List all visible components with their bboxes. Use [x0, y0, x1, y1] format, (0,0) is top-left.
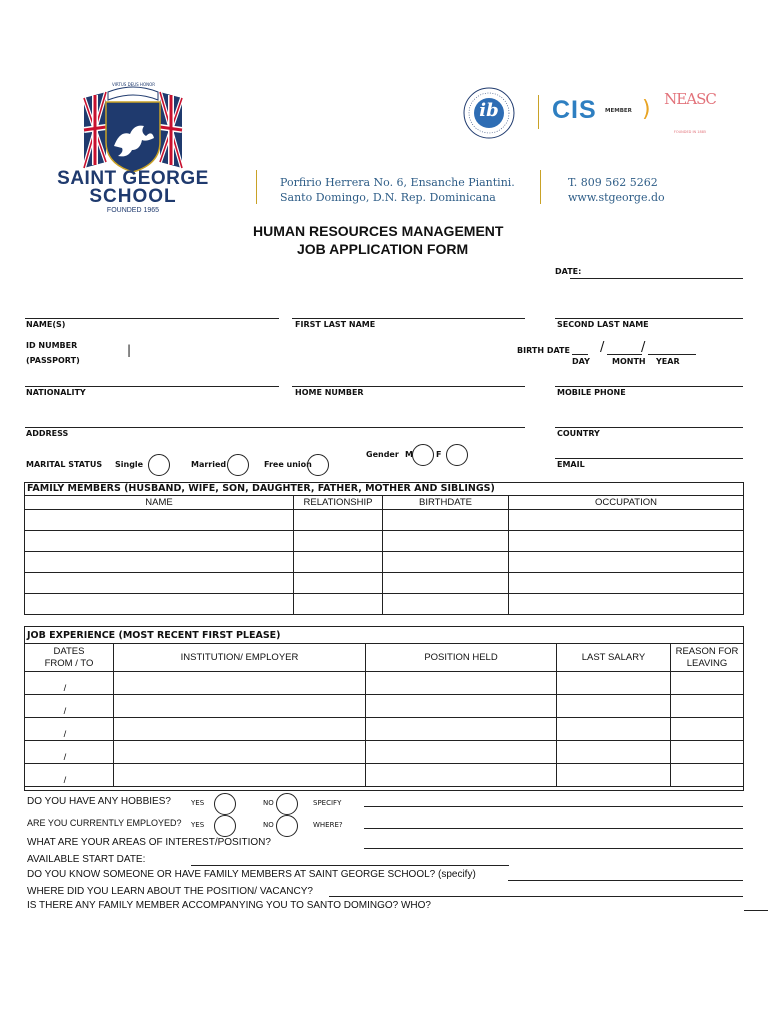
free-union-label: Free union	[264, 460, 312, 469]
birth-month-field[interactable]	[607, 354, 642, 355]
col-dates	[25, 644, 114, 672]
family-at-school-question: DO YOU KNOW SOMEONE OR HAVE FAMILY MEMBERS AT SAINT GEORGE SCHOOL? (specify)	[27, 869, 476, 880]
dates-cell[interactable]	[25, 741, 114, 764]
school-address	[280, 175, 515, 205]
table-row	[25, 764, 744, 787]
address-divider-right	[540, 170, 541, 204]
neasc-founded: FOUNDED IN 1885	[673, 130, 707, 134]
country-value-field[interactable]	[555, 458, 743, 459]
col-relationship: RELATIONSHIP	[294, 496, 383, 510]
id-number-input[interactable]: |	[127, 343, 132, 357]
hobbies-specify-field[interactable]	[364, 806, 743, 807]
married-label: Married	[191, 460, 227, 469]
table-row	[25, 695, 744, 718]
table-cell[interactable]	[25, 510, 294, 531]
cis-bracket-icon: )	[642, 97, 651, 122]
country-field[interactable]	[555, 427, 743, 428]
table-row	[25, 672, 744, 695]
family-heading: FAMILY MEMBERS (HUSBAND, WIFE, SON, DAUGHTER, FATHER, MOTHER AND SIBLINGS)	[27, 483, 495, 494]
table-cell[interactable]	[294, 531, 383, 552]
table-cell[interactable]	[383, 531, 509, 552]
table-cell[interactable]	[25, 573, 294, 594]
table-cell[interactable]	[114, 695, 366, 718]
gender-label: Gender	[366, 450, 399, 459]
accompanying-question: IS THERE ANY FAMILY MEMBER ACCOMPANYING YOU TO SANTO DOMINGO? WHO?	[27, 900, 431, 911]
table-cell[interactable]	[25, 594, 294, 615]
school-logo	[48, 80, 218, 220]
birth-day-field[interactable]	[572, 354, 588, 355]
page-title: HUMAN RESOURCES MANAGEMENT	[253, 223, 504, 239]
hobbies-no-radio[interactable]	[276, 793, 298, 815]
col-salary: LAST SALARY	[557, 644, 671, 672]
names-field[interactable]	[25, 318, 279, 319]
id-number-label: ID NUMBER	[26, 341, 78, 350]
table-cell[interactable]	[294, 573, 383, 594]
gender-f-label: F	[436, 450, 442, 459]
family-at-school-field[interactable]	[508, 880, 743, 881]
col-dates-line1: DATES	[53, 645, 85, 657]
table-cell[interactable]	[366, 764, 557, 787]
table-cell[interactable]	[557, 672, 671, 695]
table-cell[interactable]	[114, 764, 366, 787]
school-name-line2: SCHOOL	[89, 186, 177, 207]
table-row	[25, 718, 744, 741]
table-cell[interactable]	[114, 672, 366, 695]
table-row	[25, 741, 744, 764]
address-divider-left	[256, 170, 257, 204]
table-cell[interactable]	[383, 573, 509, 594]
home-number-label: HOME NUMBER	[295, 388, 364, 397]
school-founded: FOUNDED 1965	[106, 207, 160, 214]
start-date-question: AVAILABLE START DATE:	[27, 854, 146, 865]
table-cell[interactable]	[25, 531, 294, 552]
table-cell[interactable]	[383, 510, 509, 531]
cis-logo-text: CIS	[552, 96, 597, 124]
ib-logo	[462, 86, 516, 140]
home-number-field[interactable]	[292, 386, 525, 387]
hobbies-yes-radio[interactable]	[214, 793, 236, 815]
gender-f-radio[interactable]	[446, 444, 468, 466]
school-contact	[568, 175, 665, 205]
birth-date-separator-1: /	[600, 340, 605, 355]
experience-table	[24, 643, 744, 787]
table-row	[25, 531, 744, 552]
table-cell[interactable]	[114, 741, 366, 764]
address-field[interactable]	[25, 427, 525, 428]
address-label: ADDRESS	[26, 429, 69, 438]
nationality-field[interactable]	[25, 386, 279, 387]
table-cell[interactable]	[509, 573, 744, 594]
employed-where-field[interactable]	[364, 828, 743, 829]
dates-separator: /	[63, 729, 67, 740]
table-cell[interactable]	[671, 718, 744, 741]
col-name: NAME	[25, 496, 294, 510]
dates-separator: /	[63, 706, 67, 717]
employed-yes-label: YES	[191, 821, 205, 829]
table-row	[25, 510, 744, 531]
header-divider	[538, 95, 539, 129]
col-occupation: OCCUPATION	[509, 496, 744, 510]
single-label: Single	[115, 460, 144, 469]
nationality-label: NATIONALITY	[26, 388, 86, 397]
learn-position-field[interactable]	[329, 896, 743, 897]
married-radio[interactable]	[227, 454, 249, 476]
table-cell[interactable]	[366, 672, 557, 695]
marital-status-label: MARITAL STATUS	[26, 460, 103, 469]
employed-no-radio[interactable]	[276, 815, 298, 837]
table-cell[interactable]	[557, 764, 671, 787]
table-cell[interactable]	[25, 552, 294, 573]
second-last-name-field[interactable]	[555, 318, 743, 319]
first-last-name-field[interactable]	[292, 318, 525, 319]
table-cell[interactable]	[671, 741, 744, 764]
second-last-name-label: SECOND LAST NAME	[557, 320, 649, 329]
employed-yes-radio[interactable]	[214, 815, 236, 837]
table-cell[interactable]	[294, 552, 383, 573]
where-label: WHERE?	[313, 821, 343, 829]
single-radio[interactable]	[148, 454, 170, 476]
table-cell[interactable]	[509, 552, 744, 573]
names-label: NAME(S)	[26, 320, 66, 329]
email-label: EMAIL	[557, 460, 585, 469]
interest-question: WHAT ARE YOUR AREAS OF INTEREST/POSITION?	[27, 837, 271, 848]
hobbies-yes-label: YES	[191, 799, 205, 807]
table-cell[interactable]	[671, 695, 744, 718]
employed-no-label: NO	[263, 821, 274, 829]
hobbies-question: DO YOU HAVE ANY HOBBIES?	[27, 796, 171, 807]
cis-logo	[552, 96, 652, 128]
table-cell[interactable]	[366, 695, 557, 718]
table-cell[interactable]	[114, 718, 366, 741]
experience-header-row	[25, 644, 744, 672]
col-birthdate: BIRTHDATE	[383, 496, 509, 510]
table-row	[25, 573, 744, 594]
free-union-radio[interactable]	[307, 454, 329, 476]
dates-cell[interactable]	[25, 695, 114, 718]
experience-heading: JOB EXPERIENCE (MOST RECENT FIRST PLEASE)	[27, 630, 281, 641]
address-line2: Santo Domingo, D.N. Rep. Dominicana	[280, 191, 496, 204]
table-cell[interactable]	[557, 718, 671, 741]
date-field[interactable]	[570, 278, 743, 279]
gender-m-label: M	[405, 450, 413, 459]
school-phone: T. 809 562 5262	[568, 176, 658, 189]
dates-cell[interactable]	[25, 672, 114, 695]
table-cell[interactable]	[557, 695, 671, 718]
table-cell[interactable]	[294, 594, 383, 615]
school-name-line1: SAINT GEORGE	[57, 168, 209, 189]
dates-separator: /	[63, 752, 67, 763]
col-reason-line2: LEAVING	[686, 657, 728, 669]
table-cell[interactable]	[671, 764, 744, 787]
month-label: MONTH	[612, 357, 646, 366]
neasc-logo-text: NEASC	[664, 90, 716, 108]
table-cell[interactable]	[383, 594, 509, 615]
gender-m-radio[interactable]	[412, 444, 434, 466]
table-cell[interactable]	[557, 741, 671, 764]
col-reason-line1: REASON FOR	[675, 645, 739, 657]
birth-date-label: BIRTH DATE	[517, 346, 570, 355]
day-label: DAY	[572, 357, 590, 366]
accompanying-field[interactable]	[744, 910, 768, 911]
first-last-name-label: FIRST LAST NAME	[295, 320, 376, 329]
cis-member-text: MEMBER	[605, 108, 632, 114]
country-label: COUNTRY	[557, 429, 600, 438]
table-cell[interactable]	[366, 741, 557, 764]
dates-cell[interactable]	[25, 718, 114, 741]
table-cell[interactable]	[383, 552, 509, 573]
school-website[interactable]: www.stgeorge.do	[568, 191, 665, 204]
interest-field[interactable]	[364, 848, 743, 849]
mobile-phone-field[interactable]	[555, 386, 743, 387]
ib-logo-text: ib	[479, 100, 499, 121]
date-label: DATE:	[555, 267, 582, 276]
table-row	[25, 594, 744, 615]
col-position: POSITION HELD	[366, 644, 557, 672]
crest-motto: VIRTUS DEUS HONOR	[112, 82, 156, 87]
address-line1: Porfirio Herrera No. 6, Ensanche Piantini.	[280, 176, 515, 189]
family-header-row	[25, 496, 744, 510]
col-institution: INSTITUTION/ EMPLOYER	[114, 644, 366, 672]
year-label: YEAR	[656, 357, 680, 366]
start-date-field[interactable]	[191, 865, 509, 866]
specify-label: SPECIFY	[313, 799, 342, 807]
birth-date-separator-2: /	[641, 340, 646, 355]
dates-separator: /	[63, 775, 67, 786]
neasc-logo	[664, 86, 716, 138]
col-reason	[671, 644, 744, 672]
birth-year-field[interactable]	[648, 354, 696, 355]
family-table	[24, 495, 744, 615]
table-cell[interactable]	[671, 672, 744, 695]
table-cell[interactable]	[366, 718, 557, 741]
table-cell[interactable]	[509, 510, 744, 531]
mobile-phone-label: MOBILE PHONE	[557, 388, 626, 397]
table-row	[25, 552, 744, 573]
form-title: JOB APPLICATION FORM	[297, 241, 469, 257]
learn-position-question: WHERE DID YOU LEARN ABOUT THE POSITION/ VACANCY?	[27, 886, 313, 897]
dates-separator: /	[63, 683, 67, 694]
dates-cell[interactable]	[25, 764, 114, 787]
employed-question: ARE YOU CURRENTLY EMPLOYED?	[27, 818, 182, 828]
table-cell[interactable]	[294, 510, 383, 531]
hobbies-no-label: NO	[263, 799, 274, 807]
table-cell[interactable]	[509, 531, 744, 552]
passport-label: (PASSPORT)	[26, 356, 80, 365]
table-cell[interactable]	[509, 594, 744, 615]
col-dates-line2: FROM / TO	[44, 657, 94, 669]
